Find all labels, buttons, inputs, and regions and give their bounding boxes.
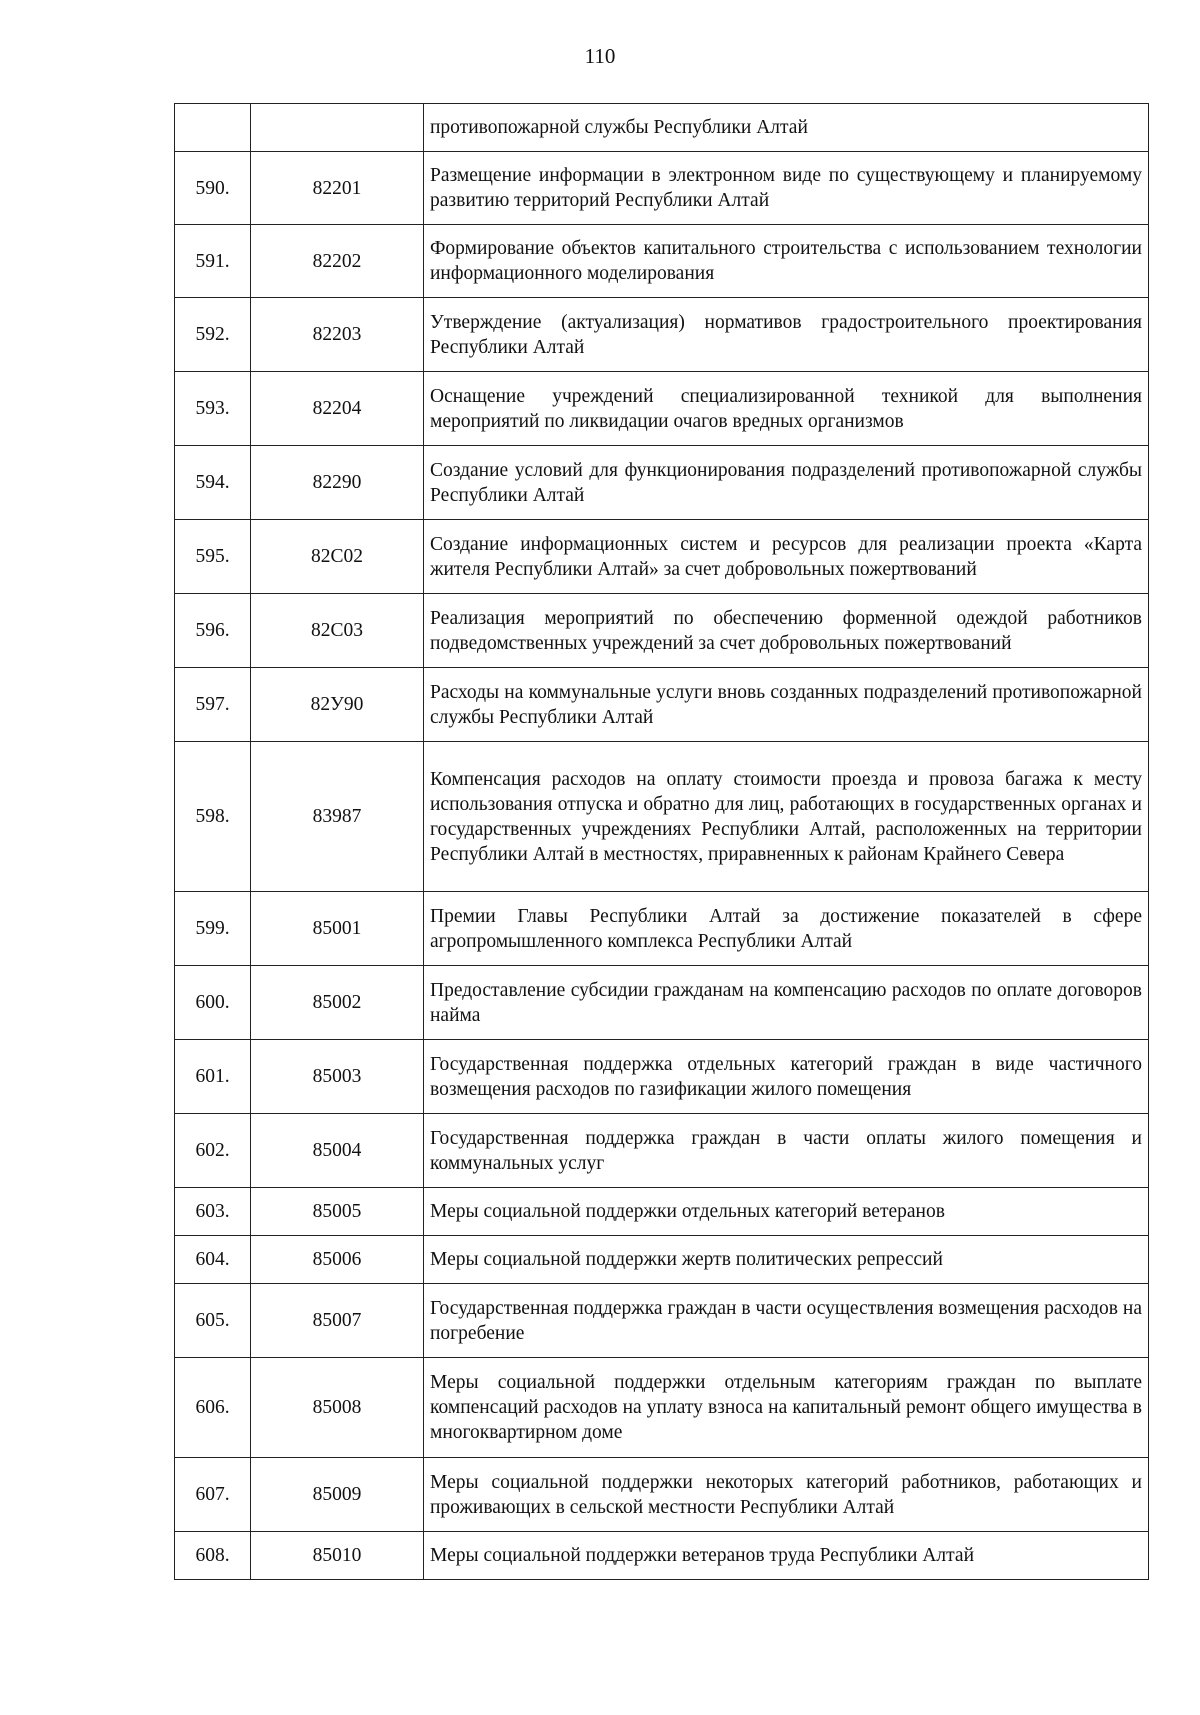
row-number: 603. (175, 1188, 251, 1236)
row-code: 85008 (251, 1358, 424, 1458)
expense-codes-table (174, 103, 1149, 1580)
row-description: Меры социальной поддержки некоторых категорий работников, работающих и проживающих в сельской местности Республики Алтай (424, 1458, 1149, 1532)
row-code: 82201 (251, 152, 424, 225)
table-row (175, 104, 1149, 152)
row-number: 608. (175, 1532, 251, 1580)
row-code: 82202 (251, 225, 424, 298)
row-code: 85005 (251, 1188, 424, 1236)
table-row (175, 1532, 1149, 1580)
row-number: 601. (175, 1040, 251, 1114)
row-description: Расходы на коммунальные услуги вновь созданных подразделений противопожарной службы Республики Алтай (424, 668, 1149, 742)
row-number: 592. (175, 298, 251, 372)
row-number: 598. (175, 742, 251, 892)
table-row (175, 446, 1149, 520)
table-row (175, 892, 1149, 966)
row-number: 596. (175, 594, 251, 668)
row-code: 82290 (251, 446, 424, 520)
table-row (175, 1236, 1149, 1284)
row-description: Меры социальной поддержки жертв политических репрессий (424, 1236, 1149, 1284)
row-number (175, 104, 251, 152)
table-row (175, 1358, 1149, 1458)
table-row (175, 298, 1149, 372)
row-number: 597. (175, 668, 251, 742)
row-number: 602. (175, 1114, 251, 1188)
row-description: Меры социальной поддержки отдельных категорий ветеранов (424, 1188, 1149, 1236)
table-row (175, 1188, 1149, 1236)
row-code: 85006 (251, 1236, 424, 1284)
page-number: 110 (584, 44, 616, 68)
table-row (175, 520, 1149, 594)
table-row (175, 1040, 1149, 1114)
table-row (175, 668, 1149, 742)
row-code: 85001 (251, 892, 424, 966)
row-number: 595. (175, 520, 251, 594)
row-description: Формирование объектов капитального строительства с использованием технологии информационного моделирования (424, 225, 1149, 298)
row-description: Государственная поддержка отдельных категорий граждан в виде частичного возмещения расходов по газификации жилого помещения (424, 1040, 1149, 1114)
row-description: противопожарной службы Республики Алтай (424, 104, 1149, 152)
row-description: Предоставление субсидии гражданам на компенсацию расходов по оплате договоров найма (424, 966, 1149, 1040)
table-row (175, 742, 1149, 892)
row-number: 591. (175, 225, 251, 298)
table-row (175, 152, 1149, 225)
row-number: 599. (175, 892, 251, 966)
table-row (175, 225, 1149, 298)
row-description: Меры социальной поддержки ветеранов труда Республики Алтай (424, 1532, 1149, 1580)
row-description: Оснащение учреждений специализированной техникой для выполнения мероприятий по ликвидации очагов вредных организмов (424, 372, 1149, 446)
row-number: 590. (175, 152, 251, 225)
row-code: 85002 (251, 966, 424, 1040)
row-code: 85007 (251, 1284, 424, 1358)
table-row (175, 594, 1149, 668)
row-description: Меры социальной поддержки отдельным категориям граждан по выплате компенсаций расходов на уплату взноса на капитальный ремонт общего имущества в многоквартирном доме (424, 1358, 1149, 1458)
row-code: 82У90 (251, 668, 424, 742)
row-code: 83987 (251, 742, 424, 892)
row-description: Компенсация расходов на оплату стоимости проезда и провоза багажа к месту использования отпуска и обратно для лиц, работающих в государственных органах и государственных учреждениях Республики Алтай, расположенных на территории Республики Алтай в местностях, приравненных к районам Крайнего Севера (424, 742, 1149, 892)
row-code: 85010 (251, 1532, 424, 1580)
row-code: 82203 (251, 298, 424, 372)
table-body (175, 104, 1149, 1580)
row-number: 600. (175, 966, 251, 1040)
row-code: 85003 (251, 1040, 424, 1114)
row-description: Государственная поддержка граждан в части осуществления возмещения расходов на погребение (424, 1284, 1149, 1358)
row-code: 85009 (251, 1458, 424, 1532)
row-code: 85004 (251, 1114, 424, 1188)
row-number: 594. (175, 446, 251, 520)
row-number: 606. (175, 1358, 251, 1458)
row-number: 605. (175, 1284, 251, 1358)
row-description: Создание условий для функционирования подразделений противопожарной службы Республики Алтай (424, 446, 1149, 520)
row-number: 604. (175, 1236, 251, 1284)
row-description: Размещение информации в электронном виде по существующему и планируемому развитию территорий Республики Алтай (424, 152, 1149, 225)
table-row (175, 1284, 1149, 1358)
row-description: Премии Главы Республики Алтай за достижение показателей в сфере агропромышленного комплекса Республики Алтай (424, 892, 1149, 966)
row-code (251, 104, 424, 152)
row-description: Утверждение (актуализация) нормативов градостроительного проектирования Республики Алтай (424, 298, 1149, 372)
table-row (175, 372, 1149, 446)
row-description: Создание информационных систем и ресурсов для реализации проекта «Карта жителя Республики Алтай» за счет добровольных пожертвований (424, 520, 1149, 594)
row-code: 82С02 (251, 520, 424, 594)
row-description: Реализация мероприятий по обеспечению форменной одеждой работников подведомственных учреждений за счет добровольных пожертвований (424, 594, 1149, 668)
table-row (175, 1458, 1149, 1532)
row-code: 82С03 (251, 594, 424, 668)
row-number: 607. (175, 1458, 251, 1532)
table-row (175, 966, 1149, 1040)
row-description: Государственная поддержка граждан в части оплаты жилого помещения и коммунальных услуг (424, 1114, 1149, 1188)
row-number: 593. (175, 372, 251, 446)
row-code: 82204 (251, 372, 424, 446)
table-row (175, 1114, 1149, 1188)
